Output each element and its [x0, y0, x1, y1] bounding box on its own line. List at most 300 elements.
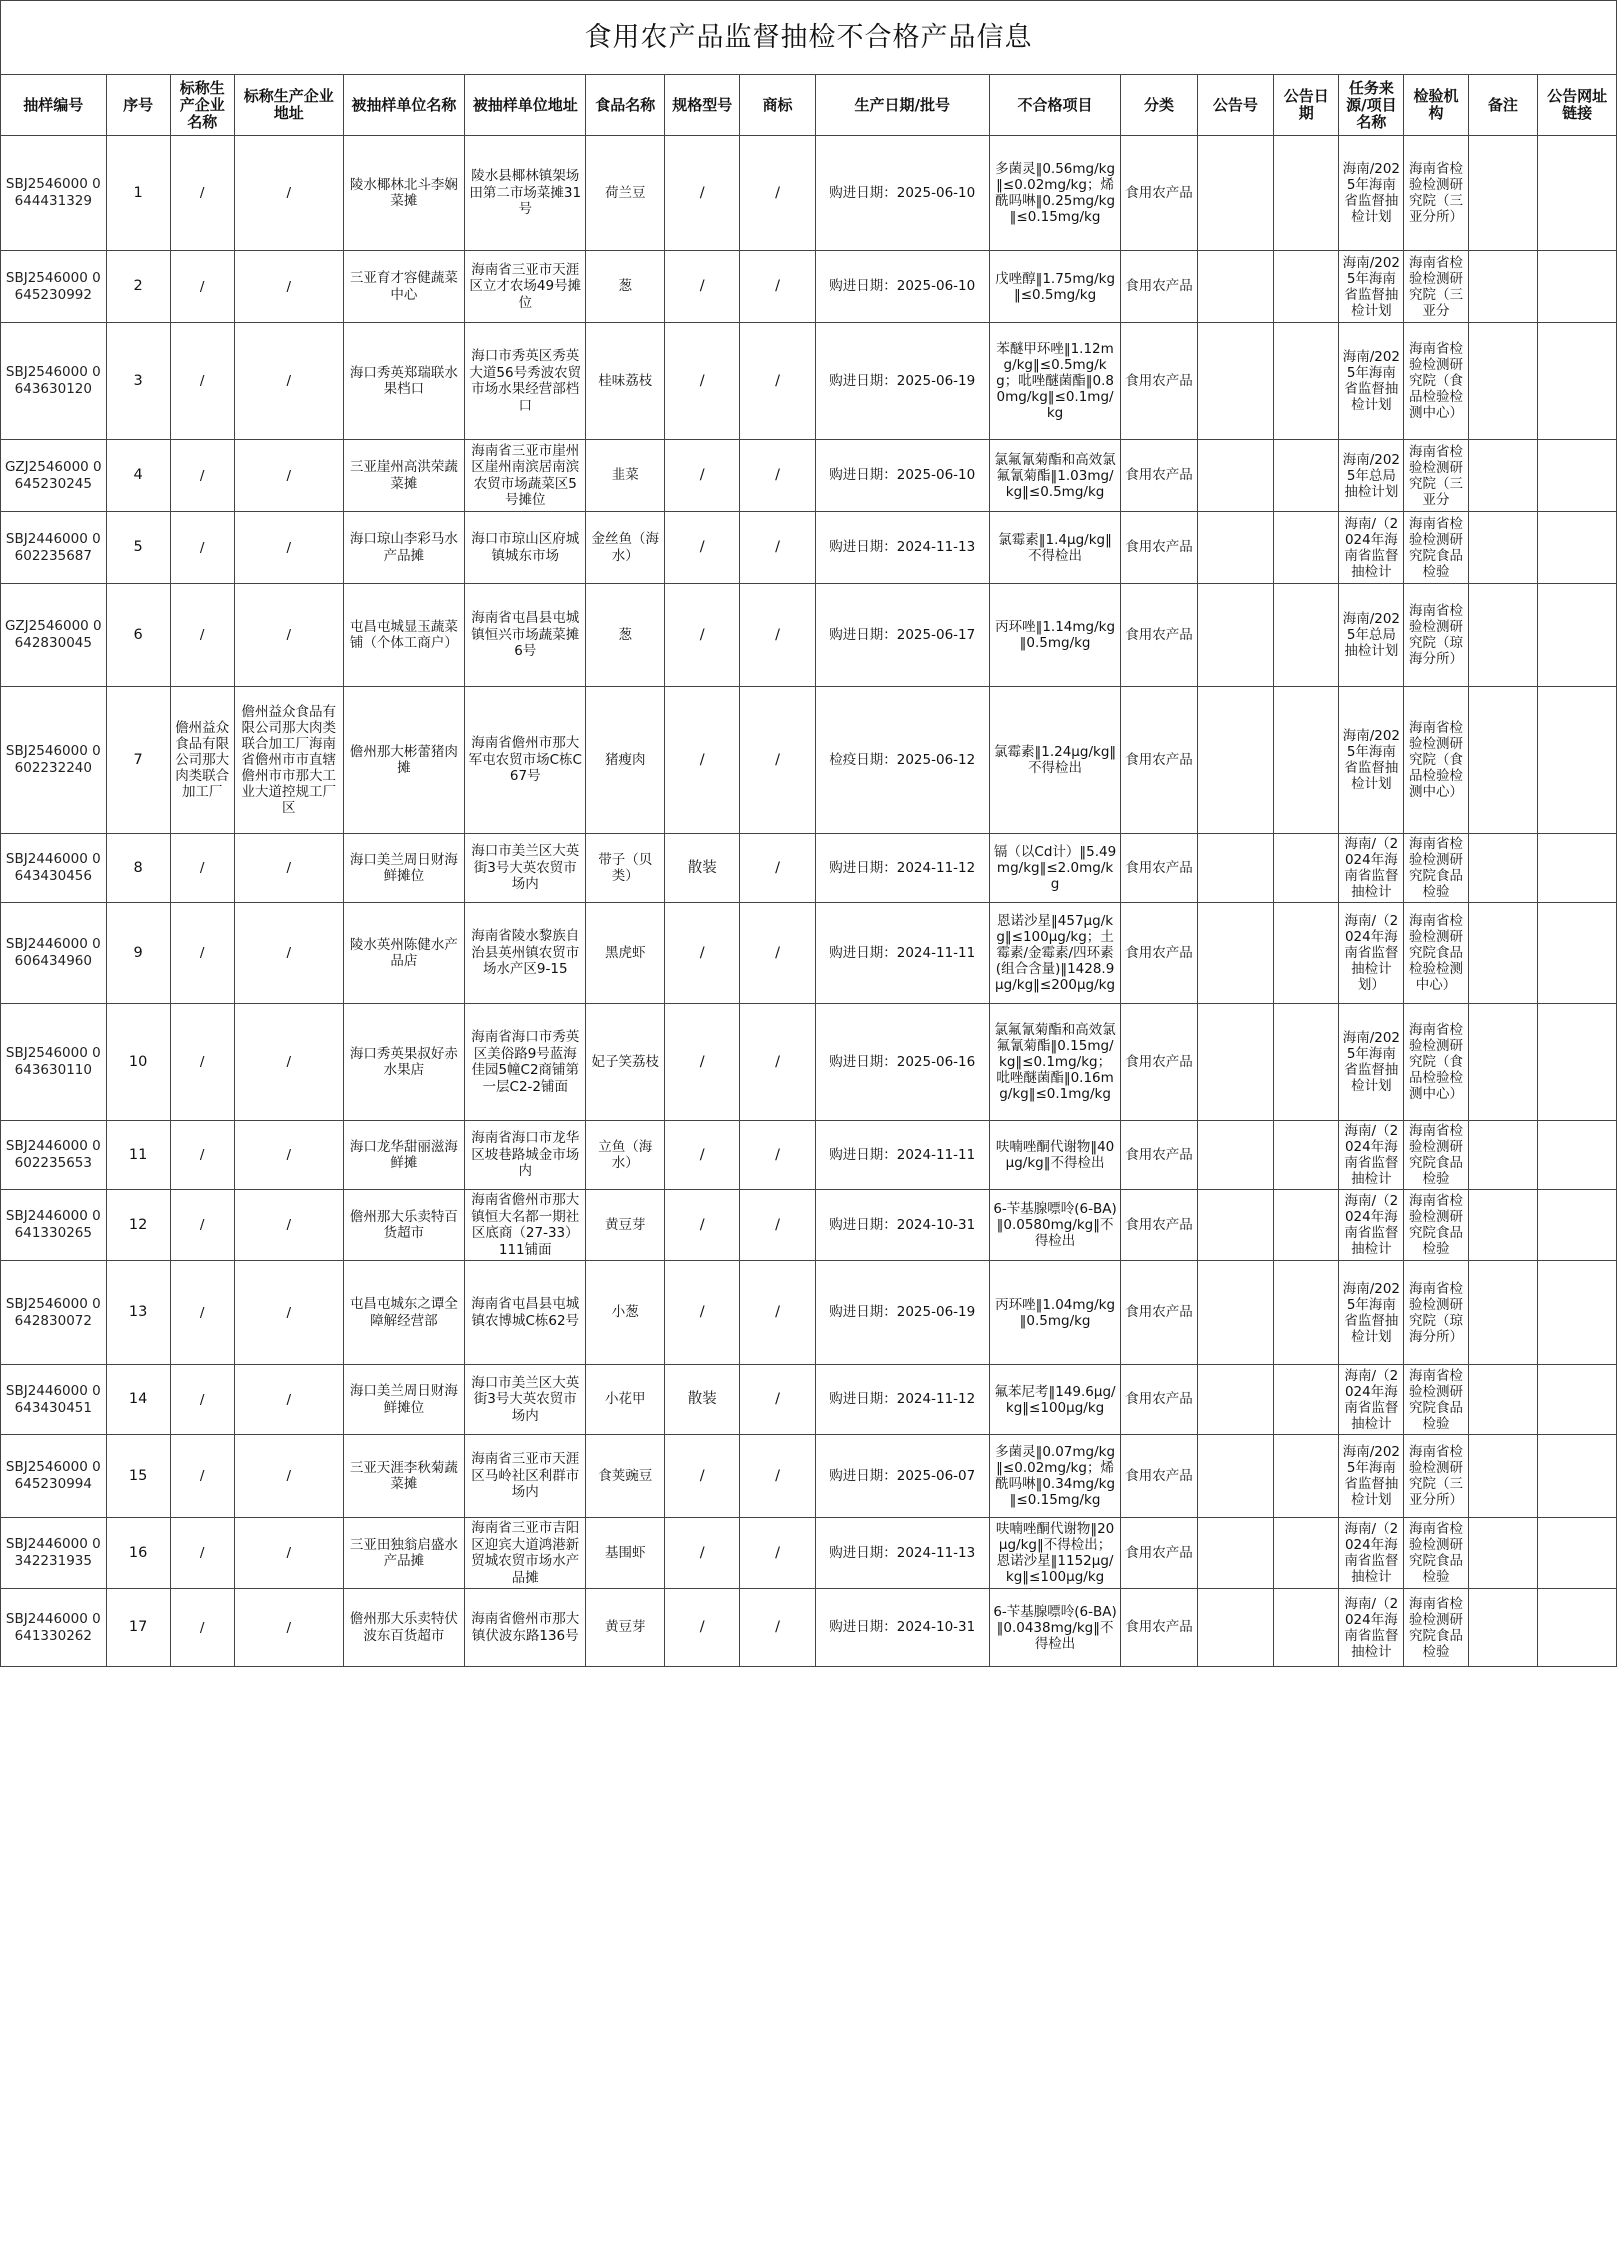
column-header-failed-item: 不合格项目: [989, 75, 1120, 136]
cell-spec: 散装: [665, 1365, 740, 1435]
cell-remark: [1468, 687, 1538, 834]
cell-spec: /: [665, 1589, 740, 1667]
cell-mfr: /: [170, 1121, 234, 1190]
cell-code: SBJ2446000 0641330265: [1, 1190, 107, 1261]
cell-lab: 海南省检验检测研究院食品检验: [1404, 1518, 1468, 1589]
cell-lab: 海南省检验检测研究院（三亚分: [1404, 251, 1468, 323]
cell-notice: [1197, 1518, 1273, 1589]
cell-notice-date: [1274, 512, 1339, 584]
cell-brand: /: [740, 903, 815, 1004]
cell-lab: 海南省检验检测研究院食品检验: [1404, 1365, 1468, 1435]
table-row: [1, 584, 1617, 687]
cell-notice-date: [1274, 687, 1339, 834]
cell-link: [1538, 1435, 1617, 1518]
cell-item: 氟苯尼考‖149.6μg/kg‖≤100μg/kg: [989, 1365, 1120, 1435]
cell-no: 16: [106, 1518, 170, 1589]
cell-notice-date: [1274, 136, 1339, 251]
table-row: [1, 687, 1617, 834]
cell-mfr: /: [170, 512, 234, 584]
cell-brand: /: [740, 136, 815, 251]
cell-unit-addr: 海口市秀英区秀英大道56号秀波农贸市场水果经营部档口: [465, 323, 586, 440]
cell-date: 购进日期：2024-11-12: [815, 834, 989, 903]
table-row: [1, 1121, 1617, 1190]
table-row: [1, 1365, 1617, 1435]
cell-date: 检疫日期：2025-06-12: [815, 687, 989, 834]
cell-task: 海南/（2024年海南省监督抽检计: [1339, 834, 1404, 903]
column-header-sampled-unit-address: 被抽样单位地址: [465, 75, 586, 136]
cell-food: 荷兰豆: [586, 136, 665, 251]
cell-brand: /: [740, 1589, 815, 1667]
cell-spec: /: [665, 584, 740, 687]
cell-remark: [1468, 1261, 1538, 1365]
cell-code: SBJ2546000 0645230992: [1, 251, 107, 323]
column-header-brand: 商标: [740, 75, 815, 136]
cell-notice: [1197, 584, 1273, 687]
cell-spec: /: [665, 1121, 740, 1190]
cell-item: 6-苄基腺嘌呤(6-BA)‖0.0580mg/kg‖不得检出: [989, 1190, 1120, 1261]
cell-unit-addr: 海南省三亚市崖州区崖州南滨居南滨农贸市场蔬菜区5号摊位: [465, 440, 586, 512]
cell-food: 葱: [586, 251, 665, 323]
cell-spec: /: [665, 440, 740, 512]
cell-mfr: /: [170, 834, 234, 903]
column-header-production-date: 生产日期/批号: [815, 75, 989, 136]
cell-notice-date: [1274, 323, 1339, 440]
cell-item: 戊唑醇‖1.75mg/kg‖≤0.5mg/kg: [989, 251, 1120, 323]
cell-remark: [1468, 136, 1538, 251]
cell-cat: 食用农产品: [1121, 1589, 1197, 1667]
cell-remark: [1468, 1121, 1538, 1190]
cell-mfr: /: [170, 1435, 234, 1518]
cell-brand: /: [740, 584, 815, 687]
cell-notice: [1197, 1121, 1273, 1190]
cell-item: 6-苄基腺嘌呤(6-BA)‖0.0438mg/kg‖不得检出: [989, 1589, 1120, 1667]
cell-mfr: /: [170, 584, 234, 687]
cell-item: 镉（以Cd计）‖5.49mg/kg‖≤2.0mg/kg: [989, 834, 1120, 903]
cell-unit-addr: 海南省陵水黎族自治县英州镇农贸市场水产区9-15: [465, 903, 586, 1004]
cell-mfr: /: [170, 1190, 234, 1261]
cell-cat: 食用农产品: [1121, 903, 1197, 1004]
cell-unit: 三亚育才容健蔬菜中心: [343, 251, 464, 323]
cell-no: 5: [106, 512, 170, 584]
cell-task: 海南/2025年海南省监督抽检计划: [1339, 1261, 1404, 1365]
cell-code: SBJ2546000 0643630110: [1, 1004, 107, 1121]
cell-item: 呋喃唑酮代谢物‖20μg/kg‖不得检出；恩诺沙星‖1152μg/kg‖≤100μg/kg: [989, 1518, 1120, 1589]
cell-code: SBJ2446000 0606434960: [1, 903, 107, 1004]
cell-notice: [1197, 834, 1273, 903]
cell-unit: 海口美兰周日财海鲜摊位: [343, 1365, 464, 1435]
cell-mfr-addr: /: [234, 136, 343, 251]
cell-code: SBJ2546000 0644431329: [1, 136, 107, 251]
cell-brand: /: [740, 1190, 815, 1261]
cell-link: [1538, 687, 1617, 834]
cell-food: 带子（贝类）: [586, 834, 665, 903]
cell-spec: /: [665, 323, 740, 440]
cell-code: SBJ2546000 0602232240: [1, 687, 107, 834]
cell-unit: 陵水英州陈健水产品店: [343, 903, 464, 1004]
cell-unit-addr: 海南省儋州市那大镇恒大名都一期社区底商（27-33）111铺面: [465, 1190, 586, 1261]
cell-lab: 海南省检验检测研究院食品检验: [1404, 1190, 1468, 1261]
cell-link: [1538, 1121, 1617, 1190]
cell-food: 葱: [586, 584, 665, 687]
cell-notice: [1197, 1004, 1273, 1121]
cell-mfr-addr: /: [234, 1004, 343, 1121]
cell-task: 海南/2025年海南省监督抽检计划: [1339, 1435, 1404, 1518]
cell-link: [1538, 136, 1617, 251]
cell-food: 韭菜: [586, 440, 665, 512]
table-row: [1, 1261, 1617, 1365]
cell-item: 氯霉素‖1.4μg/kg‖不得检出: [989, 512, 1120, 584]
table-row: [1, 1518, 1617, 1589]
cell-notice: [1197, 1190, 1273, 1261]
cell-unit: 三亚天涯李秋菊蔬菜摊: [343, 1435, 464, 1518]
cell-mfr-addr: /: [234, 440, 343, 512]
column-header-test-lab: 检验机构: [1404, 75, 1468, 136]
cell-remark: [1468, 834, 1538, 903]
cell-remark: [1468, 903, 1538, 1004]
cell-no: 8: [106, 834, 170, 903]
cell-code: SBJ2546000 0643630120: [1, 323, 107, 440]
cell-mfr-addr: /: [234, 1365, 343, 1435]
cell-mfr-addr: /: [234, 903, 343, 1004]
cell-date: 购进日期：2024-11-13: [815, 512, 989, 584]
cell-no: 13: [106, 1261, 170, 1365]
cell-mfr: /: [170, 251, 234, 323]
cell-item: 氯霉素‖1.24μg/kg‖不得检出: [989, 687, 1120, 834]
cell-link: [1538, 1365, 1617, 1435]
cell-link: [1538, 1518, 1617, 1589]
cell-cat: 食用农产品: [1121, 1190, 1197, 1261]
cell-lab: 海南省检验检测研究院食品检验: [1404, 834, 1468, 903]
cell-date: 购进日期：2025-06-16: [815, 1004, 989, 1121]
cell-food: 妃子笑荔枝: [586, 1004, 665, 1121]
cell-date: 购进日期：2025-06-19: [815, 1261, 989, 1365]
cell-mfr-addr: /: [234, 1190, 343, 1261]
cell-mfr: /: [170, 1365, 234, 1435]
cell-unit: 屯昌屯城显玉蔬菜铺（个体工商户）: [343, 584, 464, 687]
cell-date: 购进日期：2024-11-11: [815, 903, 989, 1004]
cell-cat: 食用农产品: [1121, 251, 1197, 323]
cell-mfr-addr: /: [234, 251, 343, 323]
cell-no: 10: [106, 1004, 170, 1121]
column-header-sampled-unit-name: 被抽样单位名称: [343, 75, 464, 136]
cell-food: 桂味荔枝: [586, 323, 665, 440]
table-row: [1, 136, 1617, 251]
cell-item: 丙环唑‖1.14mg/kg‖0.5mg/kg: [989, 584, 1120, 687]
cell-mfr: /: [170, 440, 234, 512]
table-row: [1, 834, 1617, 903]
cell-lab: 海南省检验检测研究院（三亚分: [1404, 440, 1468, 512]
cell-unit-addr: 海南省三亚市天涯区立才农场49号摊位: [465, 251, 586, 323]
cell-brand: /: [740, 1121, 815, 1190]
cell-mfr: /: [170, 1261, 234, 1365]
cell-code: SBJ2446000 0602235687: [1, 512, 107, 584]
cell-unit: 海口美兰周日财海鲜摊位: [343, 834, 464, 903]
cell-remark: [1468, 323, 1538, 440]
cell-cat: 食用农产品: [1121, 1518, 1197, 1589]
cell-item: 多菌灵‖0.56mg/kg‖≤0.02mg/kg；烯酰吗啉‖0.25mg/kg‖≤0.15mg/kg: [989, 136, 1120, 251]
cell-notice: [1197, 687, 1273, 834]
cell-notice: [1197, 136, 1273, 251]
cell-spec: /: [665, 1518, 740, 1589]
cell-notice-date: [1274, 1190, 1339, 1261]
cell-remark: [1468, 1518, 1538, 1589]
cell-mfr-addr: /: [234, 1261, 343, 1365]
cell-no: 2: [106, 251, 170, 323]
cell-brand: /: [740, 512, 815, 584]
table-row: [1, 1589, 1617, 1667]
cell-unit: 海口琼山李彩马水产品摊: [343, 512, 464, 584]
cell-task: 海南/（2024年海南省监督抽检计: [1339, 1190, 1404, 1261]
cell-lab: 海南省检验检测研究院食品检验检测中心）: [1404, 903, 1468, 1004]
cell-spec: /: [665, 1190, 740, 1261]
table-row: [1, 1435, 1617, 1518]
cell-no: 1: [106, 136, 170, 251]
cell-unit: 海口秀英果叔好赤水果店: [343, 1004, 464, 1121]
table-row: [1, 512, 1617, 584]
cell-link: [1538, 834, 1617, 903]
cell-remark: [1468, 584, 1538, 687]
cell-notice: [1197, 1435, 1273, 1518]
cell-unit-addr: 海南省儋州市那大军屯农贸市场C栋C67号: [465, 687, 586, 834]
column-header-notice-link: 公告网址链接: [1538, 75, 1617, 136]
cell-unit-addr: 海南省儋州市那大镇伏波东路136号: [465, 1589, 586, 1667]
cell-date: 购进日期：2025-06-10: [815, 136, 989, 251]
cell-task: 海南/（2024年海南省监督抽检计: [1339, 1365, 1404, 1435]
cell-notice-date: [1274, 1261, 1339, 1365]
cell-notice-date: [1274, 903, 1339, 1004]
cell-code: SBJ2546000 0642830072: [1, 1261, 107, 1365]
cell-cat: 食用农产品: [1121, 1435, 1197, 1518]
cell-cat: 食用农产品: [1121, 512, 1197, 584]
cell-spec: /: [665, 1261, 740, 1365]
cell-lab: 海南省检验检测研究院食品检验: [1404, 512, 1468, 584]
cell-spec: /: [665, 1004, 740, 1121]
cell-code: GZJ2546000 0645230245: [1, 440, 107, 512]
cell-brand: /: [740, 323, 815, 440]
cell-task: 海南/（2024年海南省监督抽检计: [1339, 1518, 1404, 1589]
cell-food: 立鱼（海水）: [586, 1121, 665, 1190]
cell-cat: 食用农产品: [1121, 1365, 1197, 1435]
cell-cat: 食用农产品: [1121, 834, 1197, 903]
cell-cat: 食用农产品: [1121, 687, 1197, 834]
cell-remark: [1468, 512, 1538, 584]
cell-mfr-addr: /: [234, 1435, 343, 1518]
cell-cat: 食用农产品: [1121, 1261, 1197, 1365]
cell-notice: [1197, 251, 1273, 323]
cell-unit-addr: 海南省海口市龙华区坡巷路城金市场内: [465, 1121, 586, 1190]
cell-notice-date: [1274, 1004, 1339, 1121]
cell-task: 海南/（2024年海南省监督抽检计: [1339, 1121, 1404, 1190]
cell-unit: 屯昌屯城东之谭全障解经营部: [343, 1261, 464, 1365]
cell-no: 9: [106, 903, 170, 1004]
header-row: [1, 75, 1617, 136]
cell-date: 购进日期：2025-06-10: [815, 440, 989, 512]
cell-notice-date: [1274, 834, 1339, 903]
cell-notice: [1197, 1589, 1273, 1667]
cell-unit: 海口龙华甜丽滋海鲜摊: [343, 1121, 464, 1190]
cell-date: 购进日期：2024-11-11: [815, 1121, 989, 1190]
cell-code: SBJ2446000 0641330262: [1, 1589, 107, 1667]
cell-mfr: /: [170, 136, 234, 251]
cell-mfr-addr: /: [234, 1518, 343, 1589]
cell-no: 17: [106, 1589, 170, 1667]
cell-notice-date: [1274, 1365, 1339, 1435]
cell-brand: /: [740, 1365, 815, 1435]
column-header-mfr-name: 标称生产企业名称: [170, 75, 234, 136]
cell-no: 15: [106, 1435, 170, 1518]
cell-lab: 海南省检验检测研究院食品检验: [1404, 1589, 1468, 1667]
cell-notice: [1197, 903, 1273, 1004]
cell-unit: 儋州那大彬蕾猪肉摊: [343, 687, 464, 834]
cell-remark: [1468, 1004, 1538, 1121]
cell-no: 4: [106, 440, 170, 512]
cell-link: [1538, 1589, 1617, 1667]
table-row: [1, 1004, 1617, 1121]
cell-spec: /: [665, 251, 740, 323]
cell-task: 海南/2025年海南省监督抽检计划: [1339, 251, 1404, 323]
cell-brand: /: [740, 834, 815, 903]
cell-unit: 陵水椰林北斗李娴菜摊: [343, 136, 464, 251]
column-header-food-name: 食品名称: [586, 75, 665, 136]
cell-task: 海南/2025年海南省监督抽检计划: [1339, 323, 1404, 440]
cell-task: 海南/（2024年海南省监督抽检计: [1339, 512, 1404, 584]
cell-unit-addr: 海南省三亚市天涯区马岭社区利群市场内: [465, 1435, 586, 1518]
cell-mfr: /: [170, 903, 234, 1004]
cell-brand: /: [740, 1004, 815, 1121]
cell-no: 14: [106, 1365, 170, 1435]
cell-code: SBJ2446000 0342231935: [1, 1518, 107, 1589]
cell-spec: /: [665, 687, 740, 834]
cell-task: 海南/2025年总局抽检计划: [1339, 584, 1404, 687]
cell-remark: [1468, 251, 1538, 323]
cell-notice-date: [1274, 251, 1339, 323]
cell-task: 海南/2025年总局抽检计划: [1339, 440, 1404, 512]
cell-food: 小花甲: [586, 1365, 665, 1435]
cell-food: 基围虾: [586, 1518, 665, 1589]
cell-link: [1538, 323, 1617, 440]
cell-notice: [1197, 1365, 1273, 1435]
cell-item: 丙环唑‖1.04mg/kg‖0.5mg/kg: [989, 1261, 1120, 1365]
column-header-sample-code: 抽样编号: [1, 75, 107, 136]
cell-cat: 食用农产品: [1121, 323, 1197, 440]
cell-date: 购进日期：2024-10-31: [815, 1589, 989, 1667]
cell-lab: 海南省检验检测研究院（三亚分所）: [1404, 136, 1468, 251]
cell-cat: 食用农产品: [1121, 1121, 1197, 1190]
cell-link: [1538, 584, 1617, 687]
cell-task: 海南/2025年海南省监督抽检计划: [1339, 136, 1404, 251]
data-table: [0, 74, 1617, 1667]
cell-link: [1538, 1190, 1617, 1261]
cell-mfr: /: [170, 1518, 234, 1589]
cell-cat: 食用农产品: [1121, 584, 1197, 687]
cell-notice: [1197, 512, 1273, 584]
cell-lab: 海南省检验检测研究院（食品检验检测中心）: [1404, 687, 1468, 834]
cell-task: 海南/（2024年海南省监督抽检计: [1339, 1589, 1404, 1667]
cell-mfr: 儋州益众食品有限公司那大肉类联合加工厂: [170, 687, 234, 834]
cell-unit-addr: 海口市美兰区大英街3号大英农贸市场内: [465, 1365, 586, 1435]
page-title: 食用农产品监督抽检不合格产品信息: [0, 0, 1617, 74]
cell-link: [1538, 1004, 1617, 1121]
table-row: [1, 1190, 1617, 1261]
column-header-spec: 规格型号: [665, 75, 740, 136]
cell-unit-addr: 海南省海口市秀英区美俗路9号蓝海佳园5幢C2商铺第一层C2-2铺面: [465, 1004, 586, 1121]
cell-code: SBJ2446000 0643430451: [1, 1365, 107, 1435]
cell-lab: 海南省检验检测研究院（食品检验检测中心）: [1404, 323, 1468, 440]
cell-spec: /: [665, 512, 740, 584]
cell-notice-date: [1274, 1435, 1339, 1518]
cell-link: [1538, 251, 1617, 323]
column-header-remark: 备注: [1468, 75, 1538, 136]
cell-date: 购进日期：2025-06-10: [815, 251, 989, 323]
cell-cat: 食用农产品: [1121, 440, 1197, 512]
cell-date: 购进日期：2024-10-31: [815, 1190, 989, 1261]
cell-unit-addr: 海口市美兰区大英街3号大英农贸市场内: [465, 834, 586, 903]
cell-notice-date: [1274, 1589, 1339, 1667]
cell-lab: 海南省检验检测研究院（三亚分所）: [1404, 1435, 1468, 1518]
cell-date: 购进日期：2024-11-12: [815, 1365, 989, 1435]
cell-unit: 儋州那大乐卖特伏波东百货超市: [343, 1589, 464, 1667]
cell-unit: 海口秀英郑瑞联水果档口: [343, 323, 464, 440]
cell-remark: [1468, 440, 1538, 512]
cell-notice-date: [1274, 1518, 1339, 1589]
cell-unit-addr: 陵水县椰林镇架场田第二市场菜摊31号: [465, 136, 586, 251]
cell-mfr: /: [170, 1004, 234, 1121]
cell-lab: 海南省检验检测研究院（琼海分所）: [1404, 584, 1468, 687]
cell-cat: 食用农产品: [1121, 136, 1197, 251]
cell-lab: 海南省检验检测研究院（食品检验检测中心）: [1404, 1004, 1468, 1121]
cell-link: [1538, 440, 1617, 512]
cell-unit-addr: 海口市琼山区府城镇城东市场: [465, 512, 586, 584]
cell-mfr-addr: /: [234, 512, 343, 584]
cell-code: GZJ2546000 0642830045: [1, 584, 107, 687]
cell-brand: /: [740, 251, 815, 323]
cell-date: 购进日期：2025-06-17: [815, 584, 989, 687]
cell-remark: [1468, 1589, 1538, 1667]
cell-item: 呋喃唑酮代谢物‖40μg/kg‖不得检出: [989, 1121, 1120, 1190]
cell-no: 3: [106, 323, 170, 440]
table-row: [1, 323, 1617, 440]
cell-item: 恩诺沙星‖457μg/kg‖≤100μg/kg；土霉素/金霉素/四环素(组合含量)‖1428.9μg/kg‖≤200μg/kg: [989, 903, 1120, 1004]
cell-food: 猪瘦肉: [586, 687, 665, 834]
cell-link: [1538, 1261, 1617, 1365]
cell-notice: [1197, 323, 1273, 440]
cell-no: 6: [106, 584, 170, 687]
cell-unit: 儋州那大乐卖特百货超市: [343, 1190, 464, 1261]
cell-notice: [1197, 440, 1273, 512]
cell-task: 海南/2025年海南省监督抽检计划: [1339, 1004, 1404, 1121]
cell-spec: /: [665, 136, 740, 251]
cell-item: 多菌灵‖0.07mg/kg‖≤0.02mg/kg；烯酰吗啉‖0.34mg/kg‖≤0.15mg/kg: [989, 1435, 1120, 1518]
cell-task: 海南/（2024年海南省监督抽检计划）: [1339, 903, 1404, 1004]
cell-date: 购进日期：2024-11-13: [815, 1518, 989, 1589]
cell-remark: [1468, 1435, 1538, 1518]
cell-brand: /: [740, 1261, 815, 1365]
cell-mfr-addr: /: [234, 1589, 343, 1667]
cell-date: 购进日期：2025-06-07: [815, 1435, 989, 1518]
cell-food: 黄豆芽: [586, 1190, 665, 1261]
column-header-serial-no: 序号: [106, 75, 170, 136]
cell-food: 黄豆芽: [586, 1589, 665, 1667]
cell-remark: [1468, 1365, 1538, 1435]
table-row: [1, 440, 1617, 512]
cell-mfr-addr: /: [234, 1121, 343, 1190]
cell-cat: 食用农产品: [1121, 1004, 1197, 1121]
cell-no: 7: [106, 687, 170, 834]
cell-no: 11: [106, 1121, 170, 1190]
cell-link: [1538, 512, 1617, 584]
column-header-task-source: 任务来源/项目名称: [1339, 75, 1404, 136]
cell-code: SBJ2446000 0602235653: [1, 1121, 107, 1190]
